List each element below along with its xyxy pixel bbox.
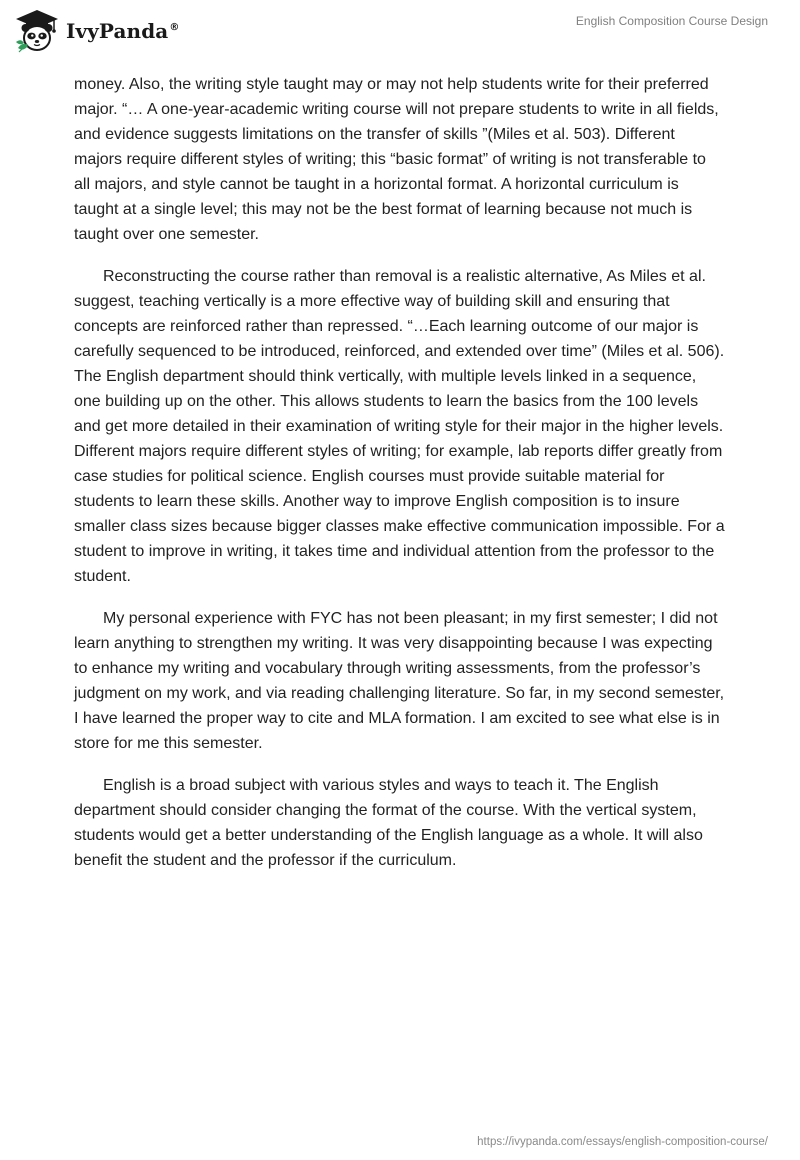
brand-name-text: IvyPanda	[66, 19, 169, 43]
source-url-link[interactable]: https://ivypanda.com/essays/english-composition-course/	[477, 1136, 768, 1148]
registered-mark: ®	[169, 22, 180, 34]
paragraph: money. Also, the writing style taught may or may not help students write for their preferred major. “… A one-year-academic writing course will not prepare students to write in all fields, and evidence suggests limitations on the transfer of skills ”(Miles et al. 503). Different majors require different styles of writing; this “basic format” of writing is not transferable to all majors, and style cannot be taught in a horizontal format. A horizontal curriculum is taught at a single level; this may not be the best format of learning because not much is taught over one semester.	[74, 76, 719, 243]
paragraph: Reconstructing the course rather than removal is a realistic alternative, As Miles et al. suggest, teaching vertically is a more effective way of building skill and ensuring that concepts are reinforced rather than repressed. “…Each learning outcome of our major is carefully sequenced to be introduced, reinforced, and extended over time” (Miles et al. 506). The English department should think vertically, with multiple levels linked in a sequence, one building up on the other. This allows students to learn the basics from the 100 levels and get more detailed in their examination of writing style for their major in the higher levels. Different majors require different styles of writing; for example, lab reports differ greatly from case studies for political science. English courses must provide suitable material for students to learn these skills. Another way to improve English composition is to insure smaller class sizes because bigger classes make effective communication impossible. For a student to improve in writing, it takes time and individual attention from the professor to the student.	[74, 268, 725, 585]
page-header	[0, 0, 800, 60]
essay-body	[74, 72, 726, 890]
paragraph: My personal experience with FYC has not been pleasant; in my first semester; I did not learn anything to strengthen my writing. It was very disappointing because I was expecting to enhance my writing and vocabulary through writing assessments, from the professor’s judgment on my work, and via reading challenging literature. So far, in my second semester, I have learned the proper way to cite and MLA formation. I am excited to see what else is in store for me this semester.	[74, 610, 725, 752]
brand-name	[66, 19, 179, 43]
ivypanda-logo[interactable]	[14, 8, 179, 54]
document-title: English Composition Course Design	[575, 14, 768, 28]
paragraph: English is a broad subject with various styles and ways to teach it. The English department should consider changing the format of the course. With the vertical system, students would get a better understanding of the English language as a whole. It will also benefit the student and the professor if the curriculum.	[74, 777, 703, 869]
panda-graduate-logo-icon	[14, 8, 60, 54]
